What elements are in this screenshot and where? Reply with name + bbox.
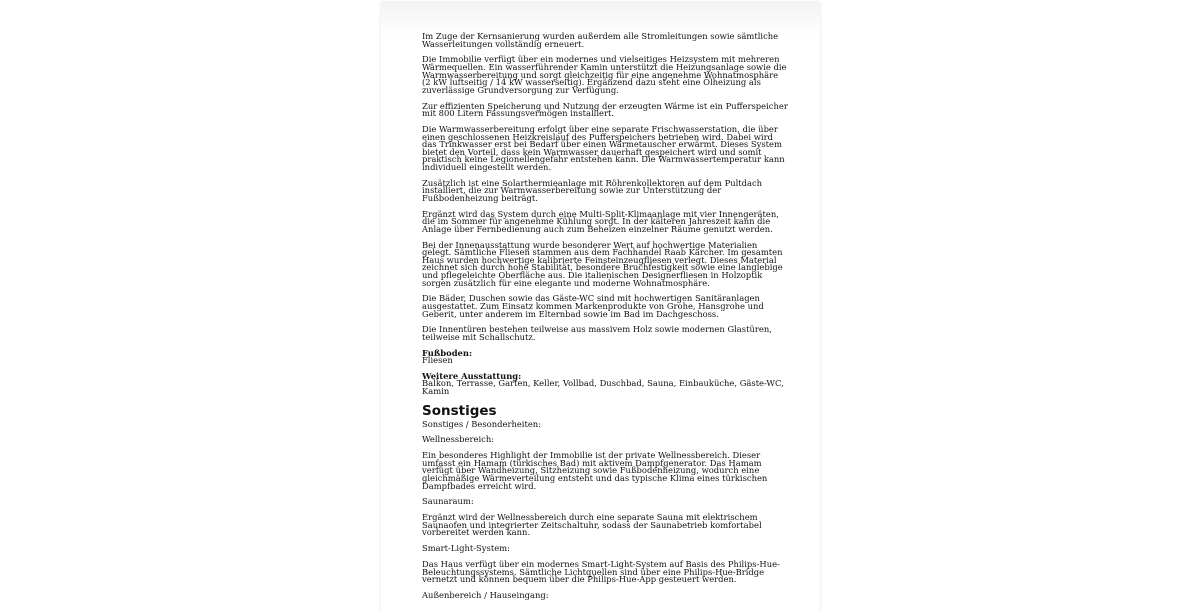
- wellness-label: Wellnessbereich:: [422, 434, 495, 445]
- smartlight-text: Das Haus verfügt über ein modernes Smart-Light-System auf Basis des Philips-Hue-Beleuchtungssystems. Sämtliche Lichtquellen sind über eine Philips-Hue-Bridge vernetzt und können bequem über die Philips-Hue-App gesteuert werden.: [422, 558, 780, 585]
- sauna-text: Ergänzt wird der Wellnessbereich durch eine separate Sauna mit elektrischem Saunaofen und integrierter Zeitschaltuhr, sodass der Saunabetrieb komfortabel vorbereitet werden kann.: [422, 512, 762, 538]
- wellness-text: Ein besonderes Highlight der Immobilie ist der private Wellnessbereich. Dieser umfasst ein Hamam (türkisches Bad) mit aktivem Dampfgenerator. Das Hamam verfügt über Wandheizung, Sitzheizung sowie Fußbodenheizung, wodurch eine gleichmäßige Wärmeverteilung entsteht und das typische Klima eines türkischen Dampfbades erreicht wird.: [422, 450, 768, 491]
- section-subtitle: Sonstiges / Besonderheiten:: [422, 418, 542, 429]
- paragraph-doors: Die Innentüren bestehen teilweise aus massivem Holz sowie modernen Glastüren, teilweise mit Schallschutz.: [422, 324, 772, 342]
- outdoor-label: Außenbereich / Hauseingang:: [422, 589, 549, 600]
- paragraph-hot-water: Die Warmwasserbereitung erfolgt über eine separate Frischwasserstation, die über einen geschlossenen Heizkreislauf des Pufferspeichers betrieben wird. Dabei wird das Trinkwasser erst bei Bedarf über einen Wärmetauscher erwärmt. Dieses System bietet den Vorteil, dass kein Warmwasser dauerhaft gespeichert wird und somit praktisch keine Legionellengefahr entstehen kann. Die Warmwassertemperatur kann individuell eingestellt werden.: [422, 123, 785, 172]
- paragraph-solar: Zusätzlich ist eine Solarthermieanlage mit Röhrenkollektoren auf dem Pultdach installiert, die zur Warmwasserbereitung sowie zur Unterstützung der Fußbodenheizung beiträgt.: [422, 177, 763, 203]
- features-label: Weitere Ausstattung:: [422, 370, 522, 381]
- paragraph-bathrooms: Die Bäder, Duschen sowie das Gäste-WC sind mit hochwertigen Sanitäranlagen ausgestattet. Zum Einsatz kommen Markenprodukte von Grohe, Hansgrohe und Geberit, unter anderem im Elternbad sowie im Bad im Dachgeschoss.: [422, 293, 764, 319]
- smartlight-label: Smart-Light-System:: [422, 543, 510, 554]
- paragraph-electrical: Im Zuge der Kernsanierung wurden außerdem alle Stromleitungen sowie sämtliche Wasserleitungen vollständig erneuert.: [422, 31, 779, 49]
- paragraph-heating: Die Immobilie verfügt über ein modernes und vielseitiges Heizsystem mit mehreren Wärmequellen. Ein wasserführender Kamin unterstützt die Heizungsanlage sowie die Warmwasserbereitung und sorgt gleichzeitig für eine angenehme Wohnatmosphäre (2 kW luftseitig / 14 kW wasserseitig). Ergänzend dazu steht eine Ölheizung als zuverlässige Grundversorgung zur Verfügung.: [422, 54, 787, 95]
- section-title: Sonstiges: [422, 402, 497, 419]
- flooring-value: Fliesen: [422, 355, 453, 366]
- sauna-label: Saunaraum:: [422, 496, 474, 507]
- flooring-label: Fußboden:: [422, 347, 473, 358]
- document-content: [422, 33, 788, 608]
- features-value: Balkon, Terrasse, Garten, Keller, Vollbad, Duschbad, Sauna, Einbauküche, Gäste-WC, Kamin: [422, 378, 784, 397]
- paragraph-buffer-storage: Zur effizienten Speicherung und Nutzung der erzeugten Wärme ist ein Pufferspeicher mit 800 Litern Fassungsvermögen installiert.: [422, 100, 788, 119]
- document-page: [381, 2, 820, 612]
- paragraph-interior: Bei der Innenausstattung wurde besonderer Wert auf hochwertige Materialien gelegt. Sämtliche Fliesen stammen aus dem Fachhandel Raab Karcher. Im gesamten Haus wurden hochwertige kalibrierte Feinsteinzeugfliesen verlegt. Dieses Material zeichnet sich durch hohe Stabilität, besondere Bruchfestigkeit sowie eine langlebige und pflegeleichte Oberfläche aus. Die italienischen Designerfliesen in Holzoptik sorgen zusätzlich für eine elegante und moderne Wohnatmosphäre.: [422, 239, 783, 288]
- paragraph-air-conditioning: Ergänzt wird das System durch eine Multi-Split-Klimaanlage mit vier Innengeräten, die im Sommer für angenehme Kühlung sorgt. In der kälteren Jahreszeit kann die Anlage über Fernbedienung auch zum Beheizen einzelner Räume genutzt werden.: [422, 208, 779, 234]
